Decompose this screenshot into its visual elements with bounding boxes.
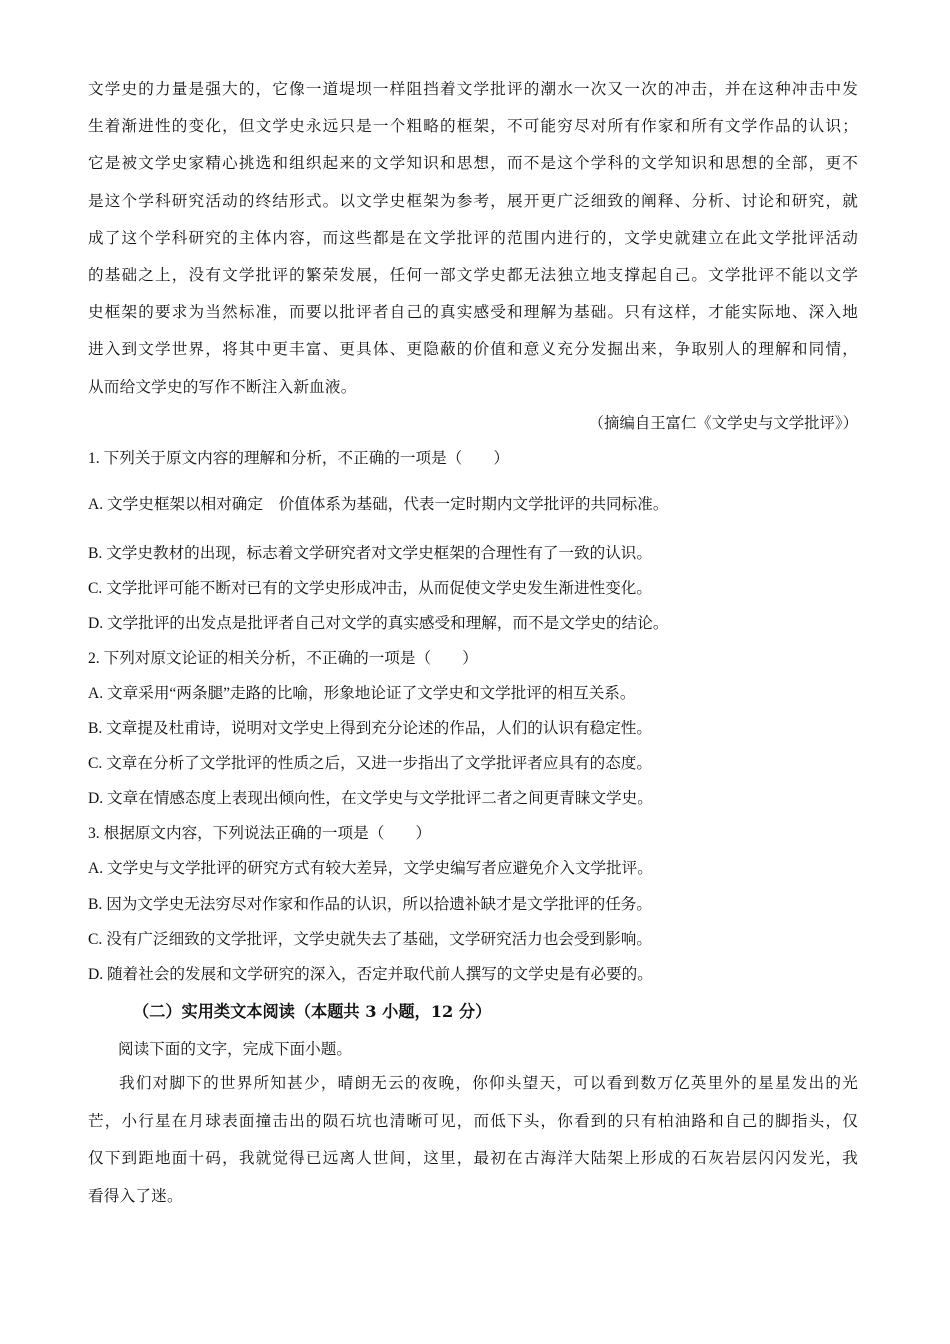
question-2-option-c: C. 文章在分析了文学批评的性质之后，又进一步指出了文学批评者应具有的态度。 <box>88 755 652 772</box>
passage-line: 生着渐进性的变化，但文学史永远只是一个粗略的框架，不可能穷尽对所有作家和所有文学作品的认识； <box>88 117 858 136</box>
section-instruction: 阅读下面的文字，完成下面小题。 <box>118 1040 352 1058</box>
passage-line: 是这个学科研究活动的终结形式。以文学史框架为参考，展开更广泛细致的阐释、分析、讨论和研究，就 <box>88 191 858 210</box>
question-2-option-d: D. 文章在情感态度上表现出倾向性，在文学史与文学批评二者之间更青睐文学史。 <box>88 790 653 807</box>
question-1-stem: 1. 下列关于原文内容的理解和分析，不正确的一项是（ ） <box>88 450 510 467</box>
question-1-option-d: D. 文学批评的出发点是批评者自己对文学的真实感受和理解，而不是文学史的结论。 <box>88 615 669 632</box>
question-1-option-a: A. 文学史框架以相对确定 价值体系为基础，代表一定时期内文学批评的共同标准。 <box>88 496 669 513</box>
question-3-option-c: C. 没有广泛细致的文学批评，文学史就失去了基础，文学研究活力也会受到影响。 <box>88 931 652 948</box>
passage-line: 它是被文学史家精心挑选和组织起来的文学知识和思想，而不是这个学科的文学知识和思想的全部，更不 <box>88 154 858 173</box>
passage-line: 我们对脚下的世界所知甚少，晴朗无云的夜晚，你仰头望天，可以看到数万亿英里外的星星发出的光 <box>119 1074 858 1092</box>
question-2-option-b: B. 文章提及杜甫诗，说明对文学史上得到充分论述的作品，人们的认识有稳定性。 <box>88 720 652 737</box>
question-3-stem: 3. 根据原文内容，下列说法正确的一项是（ ） <box>88 825 432 842</box>
question-2-stem: 2. 下列对原文论证的相关分析，不正确的一项是（ ） <box>88 650 478 667</box>
passage-line: 仅下到距地面十码，我就觉得已远离人世间，这里，最初在古海洋大陆架上形成的石灰岩层闪闪发光，我 <box>88 1149 858 1167</box>
passage-text <box>88 71 858 406</box>
question-3-option-d: D. 随着社会的发展和文学研究的深入，否定并取代前人撰写的文学史是有必要的。 <box>88 966 653 983</box>
question-3-option-b: B. 因为文学史无法穷尽对作家和作品的认识，所以拾遗补缺才是文学批评的任务。 <box>88 896 652 913</box>
section2-passage <box>88 1065 858 1215</box>
question-1-option-b: B. 文学史教材的出现，标志着文学研究者对文学史框架的合理性有了一致的认识。 <box>88 545 652 562</box>
passage-source: （摘编自王富仁《文学史与文学批评》） <box>588 414 858 432</box>
passage-line: 进入到文学世界，将其中更丰富、更具体、更隐蔽的价值和意义充分发掘出来，争取别人的理解和同情， <box>88 340 858 359</box>
passage-line: 文学史的力量是强大的，它像一道堤坝一样阻挡着文学批评的潮水一次又一次的冲击，并在这种冲击中发 <box>88 80 858 98</box>
passage-line: 的基础之上，没有文学批评的繁荣发展，任何一部文学史都无法独立地支撑起自己。文学批评不能以文学 <box>88 265 858 284</box>
passage-line: 从而给文学史的写作不断注入新血液。 <box>88 377 357 396</box>
question-3-option-a: A. 文学史与文学批评的研究方式有较大差异，文学史编写者应避免介入文学批评。 <box>88 860 653 877</box>
passage-line: 史框架的要求为当然标准，而要以批评者自己的真实感受和理解为基础。只有这样，才能实际地、深入地 <box>88 303 858 322</box>
question-1-option-c: C. 文学批评可能不断对已有的文学史形成冲击，从而促使文学史发生渐进性变化。 <box>88 580 652 597</box>
question-2-option-a: A. 文章采用“两条腿”走路的比喻，形象地论证了文学史和文学批评的相互关系。 <box>88 685 636 702</box>
passage-line: 看得入了迷。 <box>88 1186 183 1205</box>
section-heading: （二）实用类文本阅读（本题共 3 小题，12 分） <box>133 1002 492 1021</box>
passage-line: 芒，小行星在月球表面撞击出的陨石坑也清晰可见，而低下头，你看到的只有柏油路和自己的脚指头，仅 <box>88 1111 858 1130</box>
passage-line: 成了这个学科研究的主体内容，而这些都是在文学批评的范围内进行的，文学史就建立在此文学批评活动 <box>88 228 858 247</box>
